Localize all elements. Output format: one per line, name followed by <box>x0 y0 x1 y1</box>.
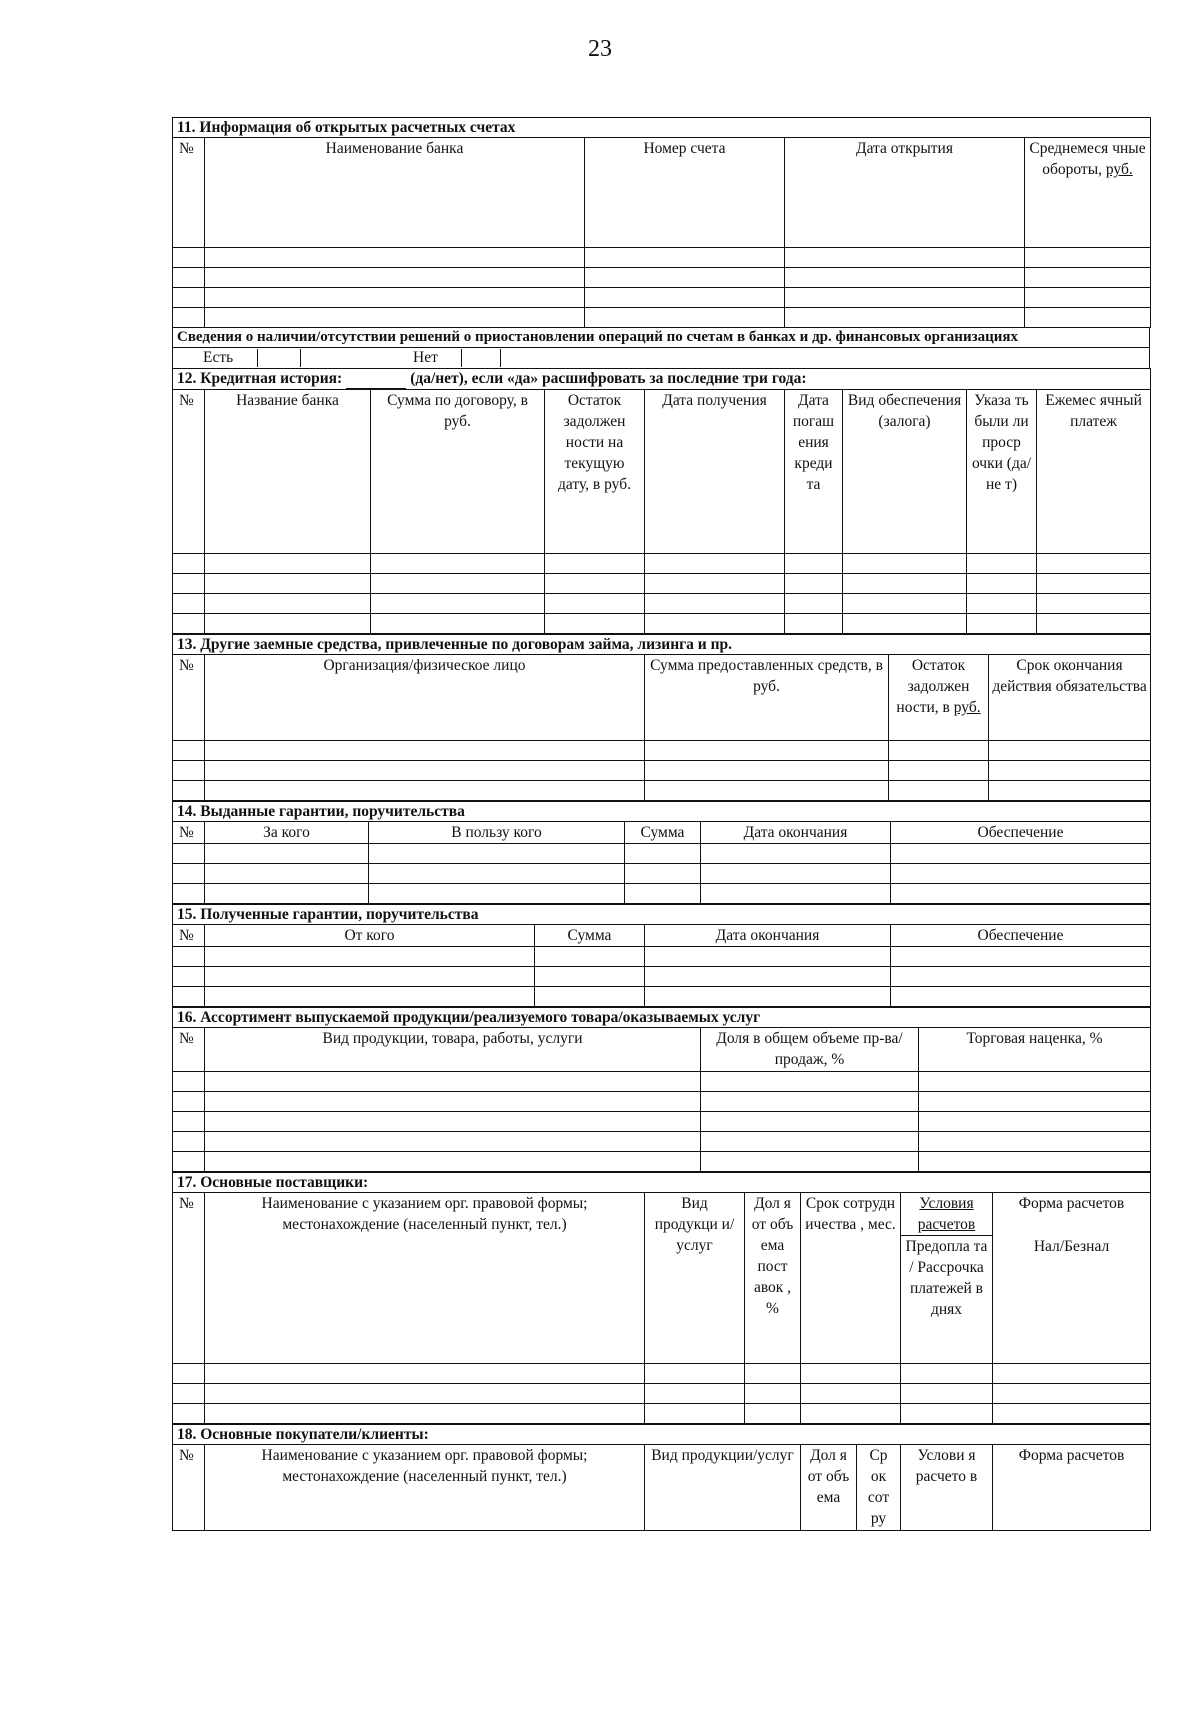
payment-terms-detail: Предопла та / Рассрочка платежей в днях <box>901 1236 993 1364</box>
questionnaire-form <box>172 117 1150 1531</box>
table-row[interactable] <box>173 1112 1151 1132</box>
table-row[interactable] <box>173 1132 1151 1152</box>
col-from-whom: От кого <box>205 925 535 947</box>
table-row[interactable] <box>173 308 1151 328</box>
table-row[interactable] <box>173 884 1151 904</box>
col-repayment-date: Дата погаш ения креди та <box>785 390 843 554</box>
col-payment-terms: Условия расчетов <box>901 1193 993 1236</box>
no-checkbox[interactable] <box>461 349 501 367</box>
table-row[interactable] <box>173 614 1151 634</box>
col-supplier-name: Наименование с указанием орг. правовой формы; местонахождение (населенный пункт, тел.) <box>205 1193 645 1364</box>
suspension-yes-no <box>172 348 1150 368</box>
col-bank-name: Наименование банка <box>205 138 585 248</box>
table-row[interactable] <box>173 781 1151 801</box>
table-row[interactable] <box>173 947 1151 967</box>
yes-checkbox[interactable] <box>257 349 301 367</box>
col-organization: Организация/физическое лицо <box>205 655 645 741</box>
col-monthly-payment: Ежемес ячный платеж <box>1037 390 1151 554</box>
table-row[interactable] <box>173 1404 1151 1424</box>
table-row[interactable] <box>173 1384 1151 1404</box>
col-customer-name: Наименование с указанием орг. правовой формы; местонахождение (населенный пункт, тел.) <box>205 1445 645 1531</box>
col-number: № <box>173 1445 205 1531</box>
section-18-customers-table <box>172 1424 1151 1531</box>
col-collateral: Обеспечение <box>891 925 1151 947</box>
section-11-title: 11. Информация об открытых расчетных счетах <box>173 118 1151 138</box>
table-row[interactable] <box>173 967 1151 987</box>
page-number: 23 <box>588 36 612 62</box>
table-row[interactable] <box>173 268 1151 288</box>
table-row[interactable] <box>173 864 1151 884</box>
col-cooperation-term: Ср ок сот ру <box>857 1445 901 1531</box>
section-15-title: 15. Полученные гарантии, поручительства <box>173 905 1151 925</box>
col-end-date: Дата окончания <box>701 822 891 844</box>
col-sum: Сумма <box>625 822 701 844</box>
col-number: № <box>173 138 205 248</box>
col-collateral-type: Вид обеспечения (залога) <box>843 390 967 554</box>
col-number: № <box>173 390 205 554</box>
section-13-borrowings-table <box>172 634 1151 801</box>
col-obligation-term: Срок окончания действия обязательства <box>989 655 1151 741</box>
col-number: № <box>173 925 205 947</box>
section-11-accounts-table <box>172 117 1151 328</box>
table-row[interactable] <box>173 1152 1151 1172</box>
table-row[interactable] <box>173 741 1151 761</box>
table-row[interactable] <box>173 987 1151 1007</box>
section-14-issued-guarantees-table <box>172 801 1151 904</box>
credit-history-answer-field[interactable] <box>346 369 406 389</box>
col-share-percent: Доля в общем объеме пр-ва/продаж, % <box>701 1028 919 1072</box>
table-row[interactable] <box>173 1364 1151 1384</box>
col-payment-terms: Услови я расчето в <box>901 1445 993 1531</box>
col-product-type: Вид продукции, товара, работы, услуги <box>205 1028 701 1072</box>
col-provided-sum: Сумма предоставленных средств, в руб. <box>645 655 889 741</box>
col-monthly-turnover: Среднемеся чные обороты, руб. <box>1025 138 1151 248</box>
col-collateral: Обеспечение <box>891 822 1151 844</box>
col-opening-date: Дата открытия <box>785 138 1025 248</box>
table-row[interactable] <box>173 554 1151 574</box>
table-row[interactable] <box>173 1092 1151 1112</box>
col-sum: Сумма <box>535 925 645 947</box>
section-13-title: 13. Другие заемные средства, привлеченные по договорам займа, лизинга и пр. <box>173 635 1151 655</box>
col-supply-share: Дол я от объ ема пост авок , % <box>745 1193 801 1364</box>
section-12-title-row <box>173 369 1151 390</box>
col-markup: Торговая наценка, % <box>919 1028 1151 1072</box>
col-overdue: Указа ть были ли проср очки (да/не т) <box>967 390 1037 554</box>
col-bank-name: Название банка <box>205 390 371 554</box>
col-payment-form: Форма расчетов <box>993 1193 1151 1236</box>
col-receipt-date: Дата получения <box>645 390 785 554</box>
col-number: № <box>173 655 205 741</box>
col-account-number: Номер счета <box>585 138 785 248</box>
col-number: № <box>173 1193 205 1364</box>
section-16-assortment-table <box>172 1007 1151 1172</box>
section-16-title: 16. Ассортимент выпускаемой продукции/реализуемого товара/оказываемых услуг <box>173 1008 1151 1028</box>
suspension-info-text: Сведения о наличии/отсутствии решений о приостановлении операций по счетам в банках и др. финансовых организациях <box>172 328 1150 348</box>
col-contract-sum: Сумма по договору, в руб. <box>371 390 545 554</box>
no-label: Нет <box>413 349 438 366</box>
section-12-title: 12. Кредитная история: <box>177 370 343 387</box>
table-row[interactable] <box>173 761 1151 781</box>
table-row[interactable] <box>173 594 1151 614</box>
col-volume-share: Дол я от объ ема <box>801 1445 857 1531</box>
table-row[interactable] <box>173 288 1151 308</box>
table-row[interactable] <box>173 248 1151 268</box>
col-debt-balance: Остаток задолжен ности, в руб. <box>889 655 989 741</box>
col-for-whom: За кого <box>205 822 369 844</box>
table-row[interactable] <box>173 574 1151 594</box>
col-in-favor-of: В пользу кого <box>369 822 625 844</box>
col-number: № <box>173 1028 205 1072</box>
col-end-date: Дата окончания <box>645 925 891 947</box>
col-product-type: Вид продукци и/услуг <box>645 1193 745 1364</box>
yes-label: Есть <box>203 349 234 366</box>
section-12-subtitle: (да/нет), если «да» расшифровать за последние три года: <box>410 370 807 387</box>
section-15-received-guarantees-table <box>172 904 1151 1007</box>
col-debt-balance: Остаток задолжен ности на текущую дату, в руб. <box>545 390 645 554</box>
section-12-credit-history-table <box>172 368 1151 634</box>
col-payment-form: Форма расчетов <box>993 1445 1151 1531</box>
col-product-type: Вид продукции/услуг <box>645 1445 801 1531</box>
section-17-title: 17. Основные поставщики: <box>173 1173 1151 1193</box>
section-14-title: 14. Выданные гарантии, поручительства <box>173 802 1151 822</box>
section-18-title: 18. Основные покупатели/клиенты: <box>173 1425 1151 1445</box>
section-17-suppliers-table <box>172 1172 1151 1424</box>
col-cooperation-term: Срок сотрудн ичества , мес. <box>801 1193 901 1364</box>
col-number: № <box>173 822 205 844</box>
table-row[interactable] <box>173 1072 1151 1092</box>
payment-form-detail: Нал/Безнал <box>993 1236 1151 1364</box>
table-row[interactable] <box>173 844 1151 864</box>
